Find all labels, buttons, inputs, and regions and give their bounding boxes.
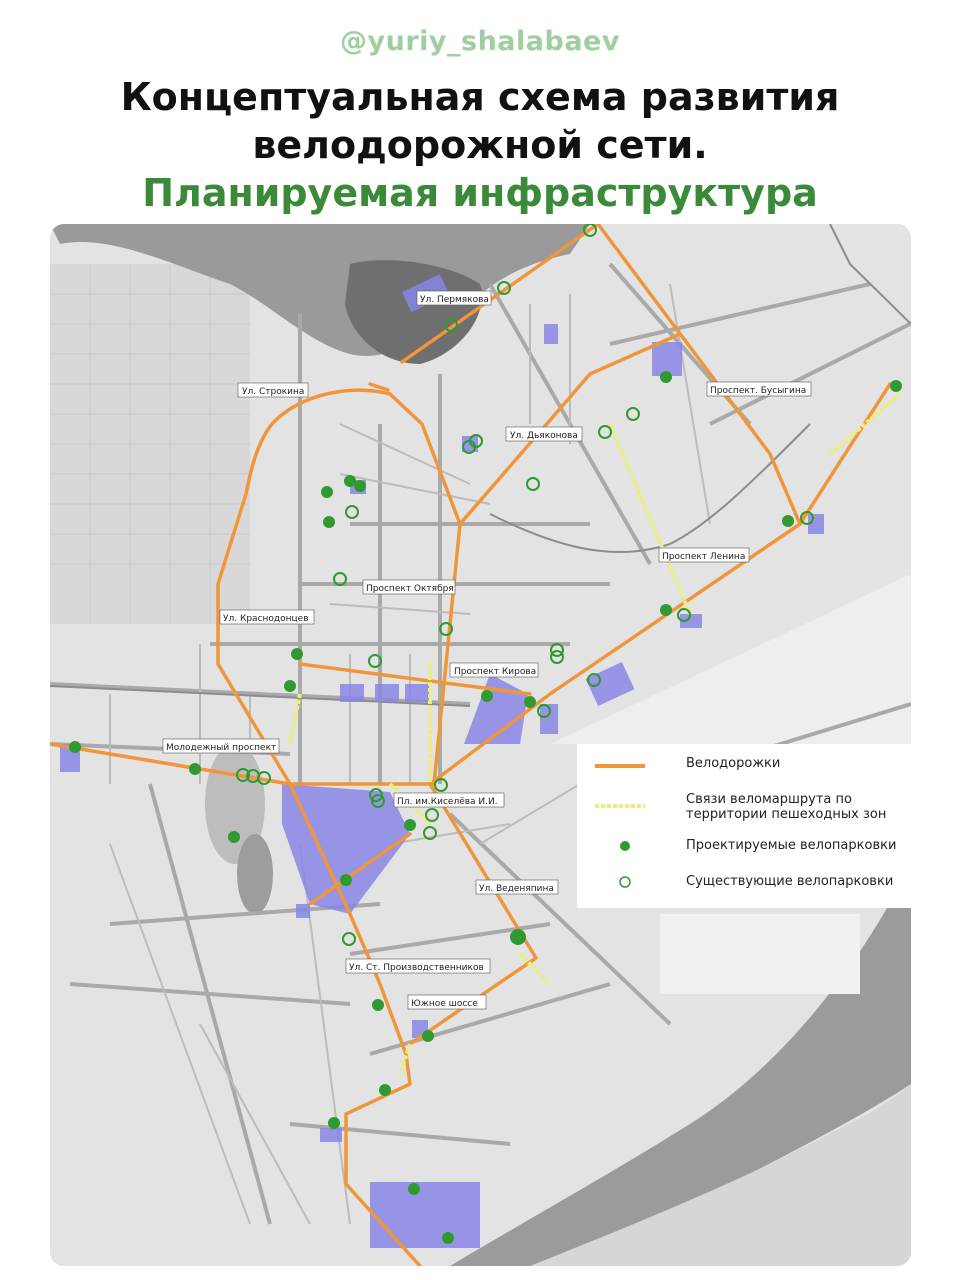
label-molodezhny: Молодежный проспект: [166, 743, 277, 753]
label-yuzhnoe: Южное шоссе: [411, 999, 478, 1009]
label-strokina: Ул. Строкина: [242, 387, 305, 397]
page-title-line-2: велодорожной сети.: [252, 123, 708, 167]
legend-label: Велодорожки: [686, 756, 781, 771]
orange-line-icon: [595, 762, 645, 770]
hollow-green-circle-icon: [595, 875, 655, 889]
yellow-dashed-line-icon: [595, 802, 645, 810]
label-st-proizvodstvennikov: Ул. Ст. Производственников: [349, 963, 484, 973]
legend-label: Связи веломаршрута по территории пешеходных зон: [686, 792, 887, 822]
label-krasnodontsev: Ул. Краснодонцев: [223, 614, 309, 624]
page-subtitle: Планируемая инфраструктура: [142, 171, 818, 215]
page-title-line-1: Концептуальная схема развития: [120, 75, 840, 119]
map-legend: [577, 744, 911, 908]
label-oktyabrya: Проспект Октября: [366, 584, 454, 594]
label-vedenyapina: Ул. Веденяпина: [479, 884, 554, 894]
legend-label: Существующие велопарковки: [686, 874, 894, 889]
legend-label: Проектируемые велопарковки: [686, 838, 897, 853]
label-kiseleva: Пл. им.Киселёва И.И.: [397, 797, 498, 807]
label-lenina: Проспект Ленина: [662, 552, 746, 562]
label-busygina: Проспект. Бусыгина: [710, 386, 807, 396]
author-handle: @yuriy_shalabaev: [340, 26, 620, 57]
label-kirova: Проспект Кирова: [454, 667, 537, 677]
label-permyakova: Ул. Пермякова: [420, 295, 489, 305]
filled-green-dot-icon: [595, 839, 655, 853]
label-dyakonova: Ул. Дьяконова: [510, 431, 578, 441]
